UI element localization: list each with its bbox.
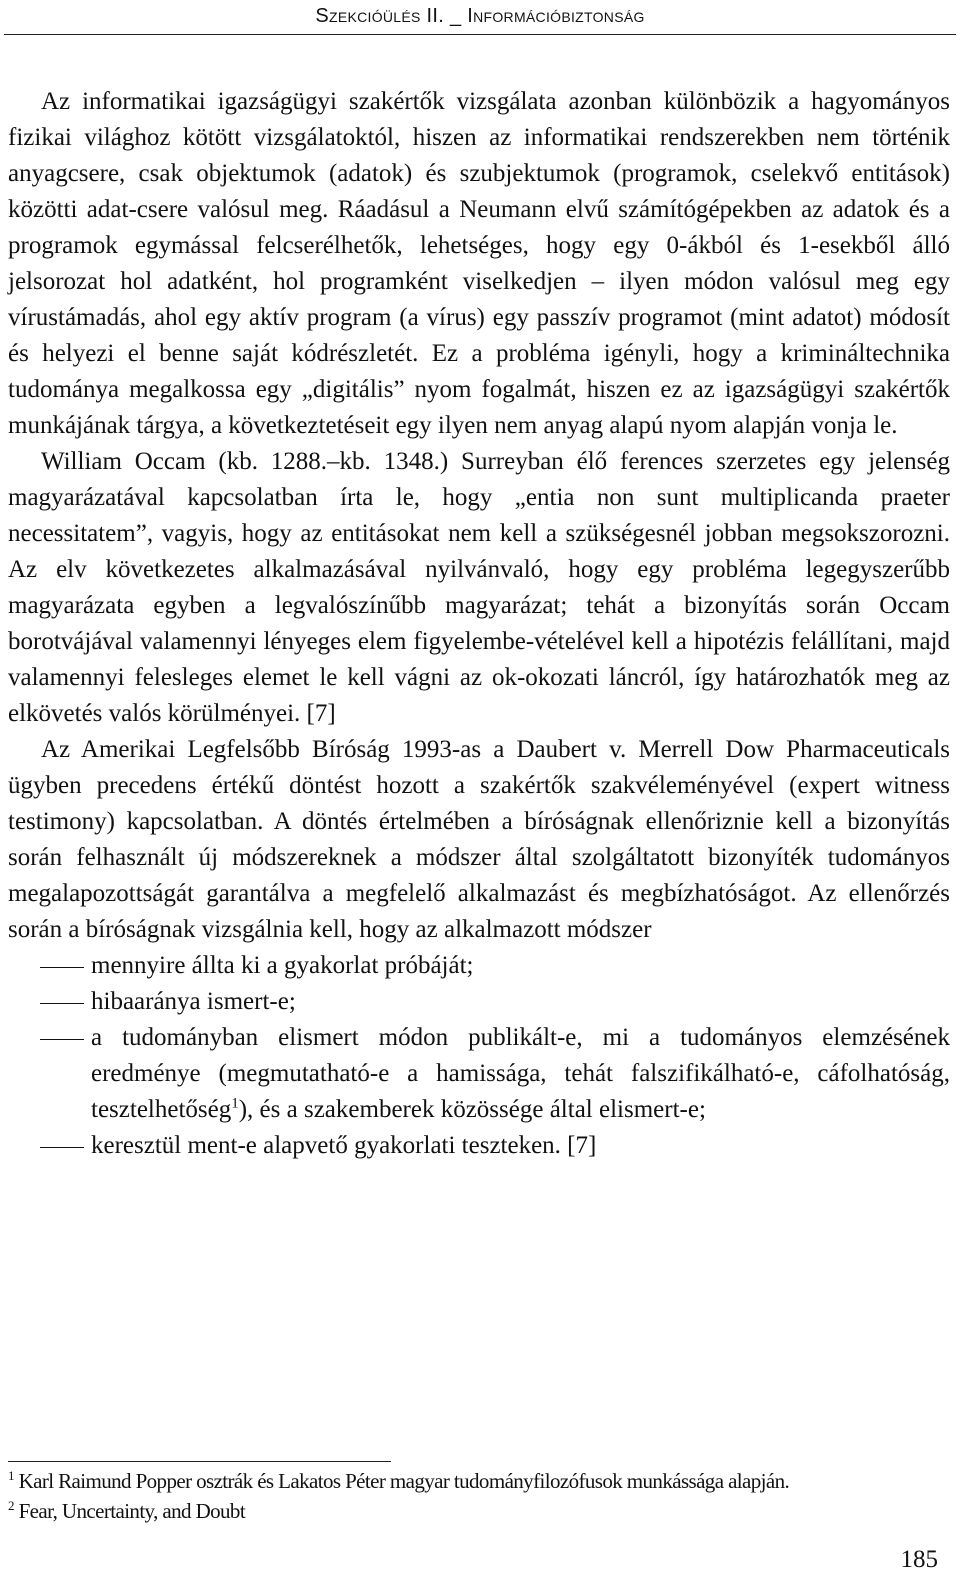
daubert-criteria-list	[8, 948, 950, 1164]
footnote-number: 1	[8, 1468, 14, 1483]
list-item-text-cont: ), és a szakemberek közössége által elismert-e;	[238, 1096, 706, 1123]
list-item-text: mennyire állta ki a gyakorlat próbáját;	[91, 952, 474, 979]
list-item	[8, 948, 950, 984]
paragraph-occam: William Occam (kb. 1288.–kb. 1348.) Surreyban élő ferences szerzetes egy jelenség magyarázatával kapcsolatban írta le, hogy „entia non sunt multiplicanda praeter necessitatem”, vagyis, hogy az entitásokat nem kell a szükségesnél jobban megsokszorozni. Az elv következetes alkalmazásával nyilvánvaló, hogy egy probléma legegyszerűbb magyarázata egyben a legvalószínűbb magyarázat; tehát a bizonyítás során Occam borotvájával valamennyi lényeges elem figyelembe-vételével kell a hipotézis felállítani, majd valamennyi felesleges elemet le kell vágni az ok-okozati láncról, így határozhatók meg az elkövetés valós körülményei. [7]	[8, 448, 950, 727]
footnote-1	[8, 1466, 948, 1496]
footnote-rule	[8, 1461, 391, 1462]
paragraph-digital-forensics: Az informatikai igazságügyi szakértők vizsgálata azonban különbözik a hagyományos fizikai világhoz kötött vizsgálatoktól, hiszen az informatikai rendszerekben nem történik anyagcsere, csak objektumok (adatok) és szubjektumok (programok, cselekvő entitások) közötti adat-csere valósul meg. Ráadásul a Neumann elvű számítógépekben az adatok és a programok egymással felcserélhetők, lehetséges, hogy egy 0-ákból és 1-esekből álló jelsorozat hol adatként, hol programként viselkedjen – ilyen módon valósul meg egy vírustámadás, ahol egy aktív program (a vírus) egy passzív programot (mint adatot) módosít és helyezi el benne saját kódrészletét. Ez a probléma igényli, hogy a krimináltechnika tudománya megalkossa egy „digitális” nyom fogalmát, hiszen ez az igazságügyi szakértők munkájának tárgya, a következtetéseit egy ilyen nem anyag alapú nyom alapján vonja le.	[8, 88, 950, 439]
dash-bullet	[40, 1128, 86, 1164]
dash-bullet	[40, 948, 86, 984]
footnote-number: 2	[8, 1498, 14, 1513]
list-item	[8, 1128, 950, 1164]
footnote-2	[8, 1496, 948, 1526]
header-rule	[4, 34, 956, 35]
footnote-text: Fear, Uncertainty, and Doubt	[18, 1499, 246, 1523]
footnotes	[8, 1466, 948, 1526]
dash-bullet	[40, 1020, 86, 1056]
page-number: 185	[900, 1546, 938, 1573]
list-item-text: hibaaránya ismert-e;	[91, 988, 296, 1015]
section-title: Szekcióülés II. _ Információbiztonság	[315, 5, 645, 27]
list-item-text: a tudományban elismert módon publikált-e, mi a tudományos elemzésének eredménye (megmutatható-e a hamissága, tehát falszifikálható-e, cáfolhatóság, tesztelhetőség	[91, 1024, 950, 1123]
list-item-text: keresztül ment-e alapvető gyakorlati teszteken. [7]	[91, 1132, 597, 1159]
paragraph-daubert: Az Amerikai Legfelsőbb Bíróság 1993-as a Daubert v. Merrell Dow Pharmaceuticals ügyben precedens értékű döntést hozott a szakértők szakvéleményével (expert witness testimony) kapcsolatban. A döntés értelmében a bíróságnak ellenőriznie kell a bizonyítás során felhasznált új módszereknek a módszer által szolgáltatott bizonyíték tudományos megalapozottságát garantálva a megfelelő alkalmazást és megbízhatóságot. Az ellenőrzés során a bíróságnak vizsgálnia kell, hogy az alkalmazott módszer	[8, 736, 950, 943]
footnote-ref: 1	[231, 1095, 239, 1112]
list-item	[8, 984, 950, 1020]
list-item	[8, 1020, 950, 1128]
footnote-text: Karl Raimund Popper osztrák és Lakatos Péter magyar tudományfilozófusok munkássága alapján.	[18, 1469, 790, 1493]
running-header	[0, 2, 960, 32]
body-text	[8, 84, 950, 1164]
dash-bullet	[40, 984, 86, 1020]
